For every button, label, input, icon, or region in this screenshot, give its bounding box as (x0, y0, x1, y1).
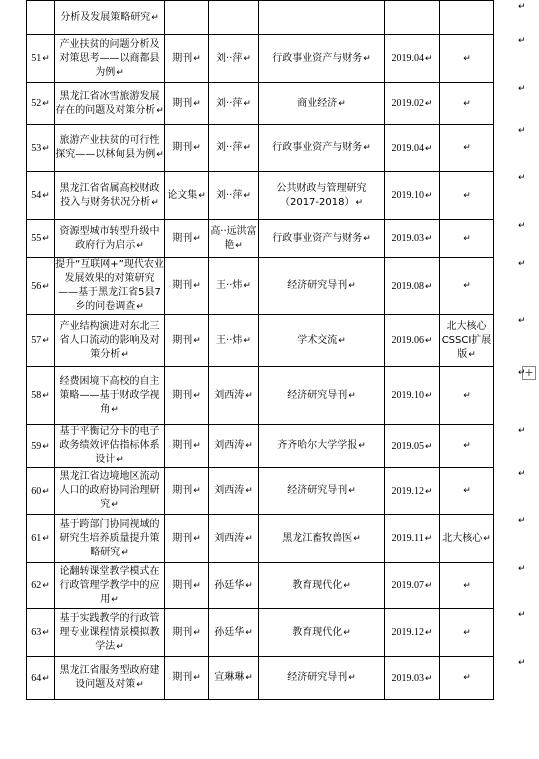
row-end-mark: ↵ (518, 658, 526, 668)
cell-note: ↵ (440, 563, 494, 609)
table-row (27, 468, 494, 515)
cell-title: 基于平衡记分卡的电子政务绩效评估指标体系设计↵ (55, 425, 165, 468)
row-end-mark: ↵ (518, 368, 526, 378)
cell-author: 刘西涛↵ (209, 468, 259, 515)
cell-type: 期刊↵ (165, 258, 209, 315)
table-row (27, 425, 494, 468)
cell-note: ↵ (440, 468, 494, 515)
cell-type: 期刊↵ (165, 315, 209, 367)
cell-no: 63↵ (27, 609, 55, 657)
cell-title: 产业扶贫的问题分析及对策思考——以商都县为例↵ (55, 35, 165, 83)
cell-author: 刘··萍↵ (209, 83, 259, 125)
cell-date: 2019.11↵ (385, 515, 440, 563)
cell-author: 刘··萍↵ (209, 172, 259, 220)
cell-note: ↵ (440, 657, 494, 700)
row-end-mark: ↵ (518, 426, 526, 436)
cell-type (165, 1, 209, 35)
cell-note: 北大核心↵ (440, 515, 494, 563)
cell-type: 期刊↵ (165, 657, 209, 700)
cell-author: 王··炜↵ (209, 315, 259, 367)
row-end-mark: ↵ (518, 126, 526, 136)
cell-source: 学术交流↵ (259, 315, 385, 367)
cell-note: ↵ (440, 172, 494, 220)
row-end-mark: ↵ (518, 316, 526, 326)
cell-no: 64↵ (27, 657, 55, 700)
row-end-mark: ↵ (518, 2, 526, 12)
cell-no: 56↵ (27, 258, 55, 315)
cell-type: 期刊↵ (165, 425, 209, 468)
cell-title: 经费困境下高校的自主策略——基于财政学视角↵ (55, 367, 165, 425)
cell-date: 2019.12↵ (385, 609, 440, 657)
table-row (27, 258, 494, 315)
cell-author: 刘西涛↵ (209, 425, 259, 468)
row-end-mark: ↵ (518, 610, 526, 620)
row-end-mark: ↵ (518, 84, 526, 94)
cell-title: 产业结构演进对东北三省人口流动的影响及对策分析↵ (55, 315, 165, 367)
cell-title: 分析及发展策略研究↵ (55, 1, 165, 35)
cell-note: ↵ (440, 125, 494, 172)
cell-source: 齐齐哈尔大学学报↵ (259, 425, 385, 468)
cell-source: 经济研究导刊↵ (259, 468, 385, 515)
cell-date: 2019.04↵ (385, 35, 440, 83)
cell-note (440, 1, 494, 35)
cell-no: 53↵ (27, 125, 55, 172)
cell-author: 王··炜↵ (209, 258, 259, 315)
cell-no: 59↵ (27, 425, 55, 468)
cell-type: 期刊↵ (165, 515, 209, 563)
cell-type: 期刊↵ (165, 563, 209, 609)
cell-title: 黑龙江省省属高校财政投入与财务状况分析↵ (55, 172, 165, 220)
cell-type: 期刊↵ (165, 35, 209, 83)
cell-no: 60↵ (27, 468, 55, 515)
cell-no: 61↵ (27, 515, 55, 563)
add-row-icon[interactable]: + (522, 366, 536, 380)
cell-note: ↵ (440, 35, 494, 83)
cell-date (385, 1, 440, 35)
table-row (27, 367, 494, 425)
row-end-mark: ↵ (518, 36, 526, 46)
cell-date: 2019.10↵ (385, 172, 440, 220)
cell-date: 2019.04↵ (385, 125, 440, 172)
cell-source: 行政事业资产与财务↵ (259, 220, 385, 258)
cell-source: 教育现代化↵ (259, 563, 385, 609)
cell-no: 51↵ (27, 35, 55, 83)
table-row (27, 1, 494, 35)
cell-note: ↵ (440, 425, 494, 468)
cell-source: 经济研究导刊↵ (259, 367, 385, 425)
cell-title: 基于实践教学的行政管理专业课程情景模拟教学法↵ (55, 609, 165, 657)
cell-author: 刘西涛↵ (209, 367, 259, 425)
table-row (27, 35, 494, 83)
cell-author: 孙廷华↵ (209, 609, 259, 657)
cell-no: 55↵ (27, 220, 55, 258)
cell-source: 黑龙江畜牧兽医↵ (259, 515, 385, 563)
cell-title: 资源型城市转型升级中政府行为启示↵ (55, 220, 165, 258)
cell-date: 2019.02↵ (385, 83, 440, 125)
cell-title: 黑龙江省边境地区流动人口的政府协同治理研究↵ (55, 468, 165, 515)
cell-no: 54↵ (27, 172, 55, 220)
cell-title: 黑龙江省服务型政府建设问题及对策↵ (55, 657, 165, 700)
cell-date: 2019.12↵ (385, 468, 440, 515)
cell-no: 57↵ (27, 315, 55, 367)
cell-date: 2019.03↵ (385, 657, 440, 700)
cell-type: 期刊↵ (165, 468, 209, 515)
table-body (27, 1, 494, 700)
cell-author: 宣琳琳↵ (209, 657, 259, 700)
cell-date: 2019.07↵ (385, 563, 440, 609)
row-end-mark: ↵ (518, 259, 526, 269)
cell-type: 期刊↵ (165, 609, 209, 657)
table-row (27, 83, 494, 125)
cell-type: 期刊↵ (165, 367, 209, 425)
cell-title: 黑龙江省冰雪旅游发展存在的问题及对策分析↵ (55, 83, 165, 125)
cell-no: 58↵ (27, 367, 55, 425)
cell-source: 教育现代化↵ (259, 609, 385, 657)
cell-source (259, 1, 385, 35)
cell-author: 刘··萍↵ (209, 35, 259, 83)
cell-title: 论翻转课堂教学模式在行政管理学教学中的应用↵ (55, 563, 165, 609)
table-row (27, 563, 494, 609)
cell-note: ↵ (440, 258, 494, 315)
cell-title: 旅游产业扶贫的可行性探究——以林甸县为例↵ (55, 125, 165, 172)
row-end-mark: ↵ (518, 469, 526, 479)
cell-note: ↵ (440, 83, 494, 125)
table-row (27, 609, 494, 657)
cell-source: 行政事业资产与财务↵ (259, 125, 385, 172)
cell-source: 行政事业资产与财务↵ (259, 35, 385, 83)
cell-date: 2019.10↵ (385, 367, 440, 425)
cell-type: 期刊↵ (165, 220, 209, 258)
row-end-mark: ↵ (518, 173, 526, 183)
cell-type: 期刊↵ (165, 83, 209, 125)
cell-author (209, 1, 259, 35)
row-end-mark: ↵ (518, 564, 526, 574)
table-row (27, 220, 494, 258)
cell-source: 商业经济↵ (259, 83, 385, 125)
cell-no: 62↵ (27, 563, 55, 609)
cell-note: 北大核心CSSCI扩展版↵ (440, 315, 494, 367)
row-end-mark: ↵ (518, 516, 526, 526)
cell-no (27, 1, 55, 35)
cell-note: ↵ (440, 220, 494, 258)
cell-date: 2019.05↵ (385, 425, 440, 468)
cell-date: 2019.08↵ (385, 258, 440, 315)
publication-table (26, 0, 494, 700)
table-row (27, 125, 494, 172)
cell-source: 公共财政与管理研究（2017-2018）↵ (259, 172, 385, 220)
table-row (27, 657, 494, 700)
cell-no: 52↵ (27, 83, 55, 125)
cell-type: 期刊↵ (165, 125, 209, 172)
cell-source: 经济研究导刊↵ (259, 258, 385, 315)
cell-source: 经济研究导刊↵ (259, 657, 385, 700)
table-row (27, 515, 494, 563)
cell-date: 2019.03↵ (385, 220, 440, 258)
cell-author: 刘西涛↵ (209, 515, 259, 563)
cell-note: ↵ (440, 609, 494, 657)
cell-author: 孙廷华↵ (209, 563, 259, 609)
cell-type: 论文集↵ (165, 172, 209, 220)
row-end-mark: ↵ (518, 221, 526, 231)
cell-title: 提升“互联网+”现代农业发展效果的对策研究——基于黑龙江省5县7乡的问卷调查↵ (55, 258, 165, 315)
cell-date: 2019.06↵ (385, 315, 440, 367)
cell-title: 基于跨部门协同视域的研究生培养质量提升策略研究↵ (55, 515, 165, 563)
cell-author: 高··远洪富艳↵ (209, 220, 259, 258)
table-row (27, 172, 494, 220)
table-row (27, 315, 494, 367)
cell-author: 刘··萍↵ (209, 125, 259, 172)
cell-note: ↵ (440, 367, 494, 425)
